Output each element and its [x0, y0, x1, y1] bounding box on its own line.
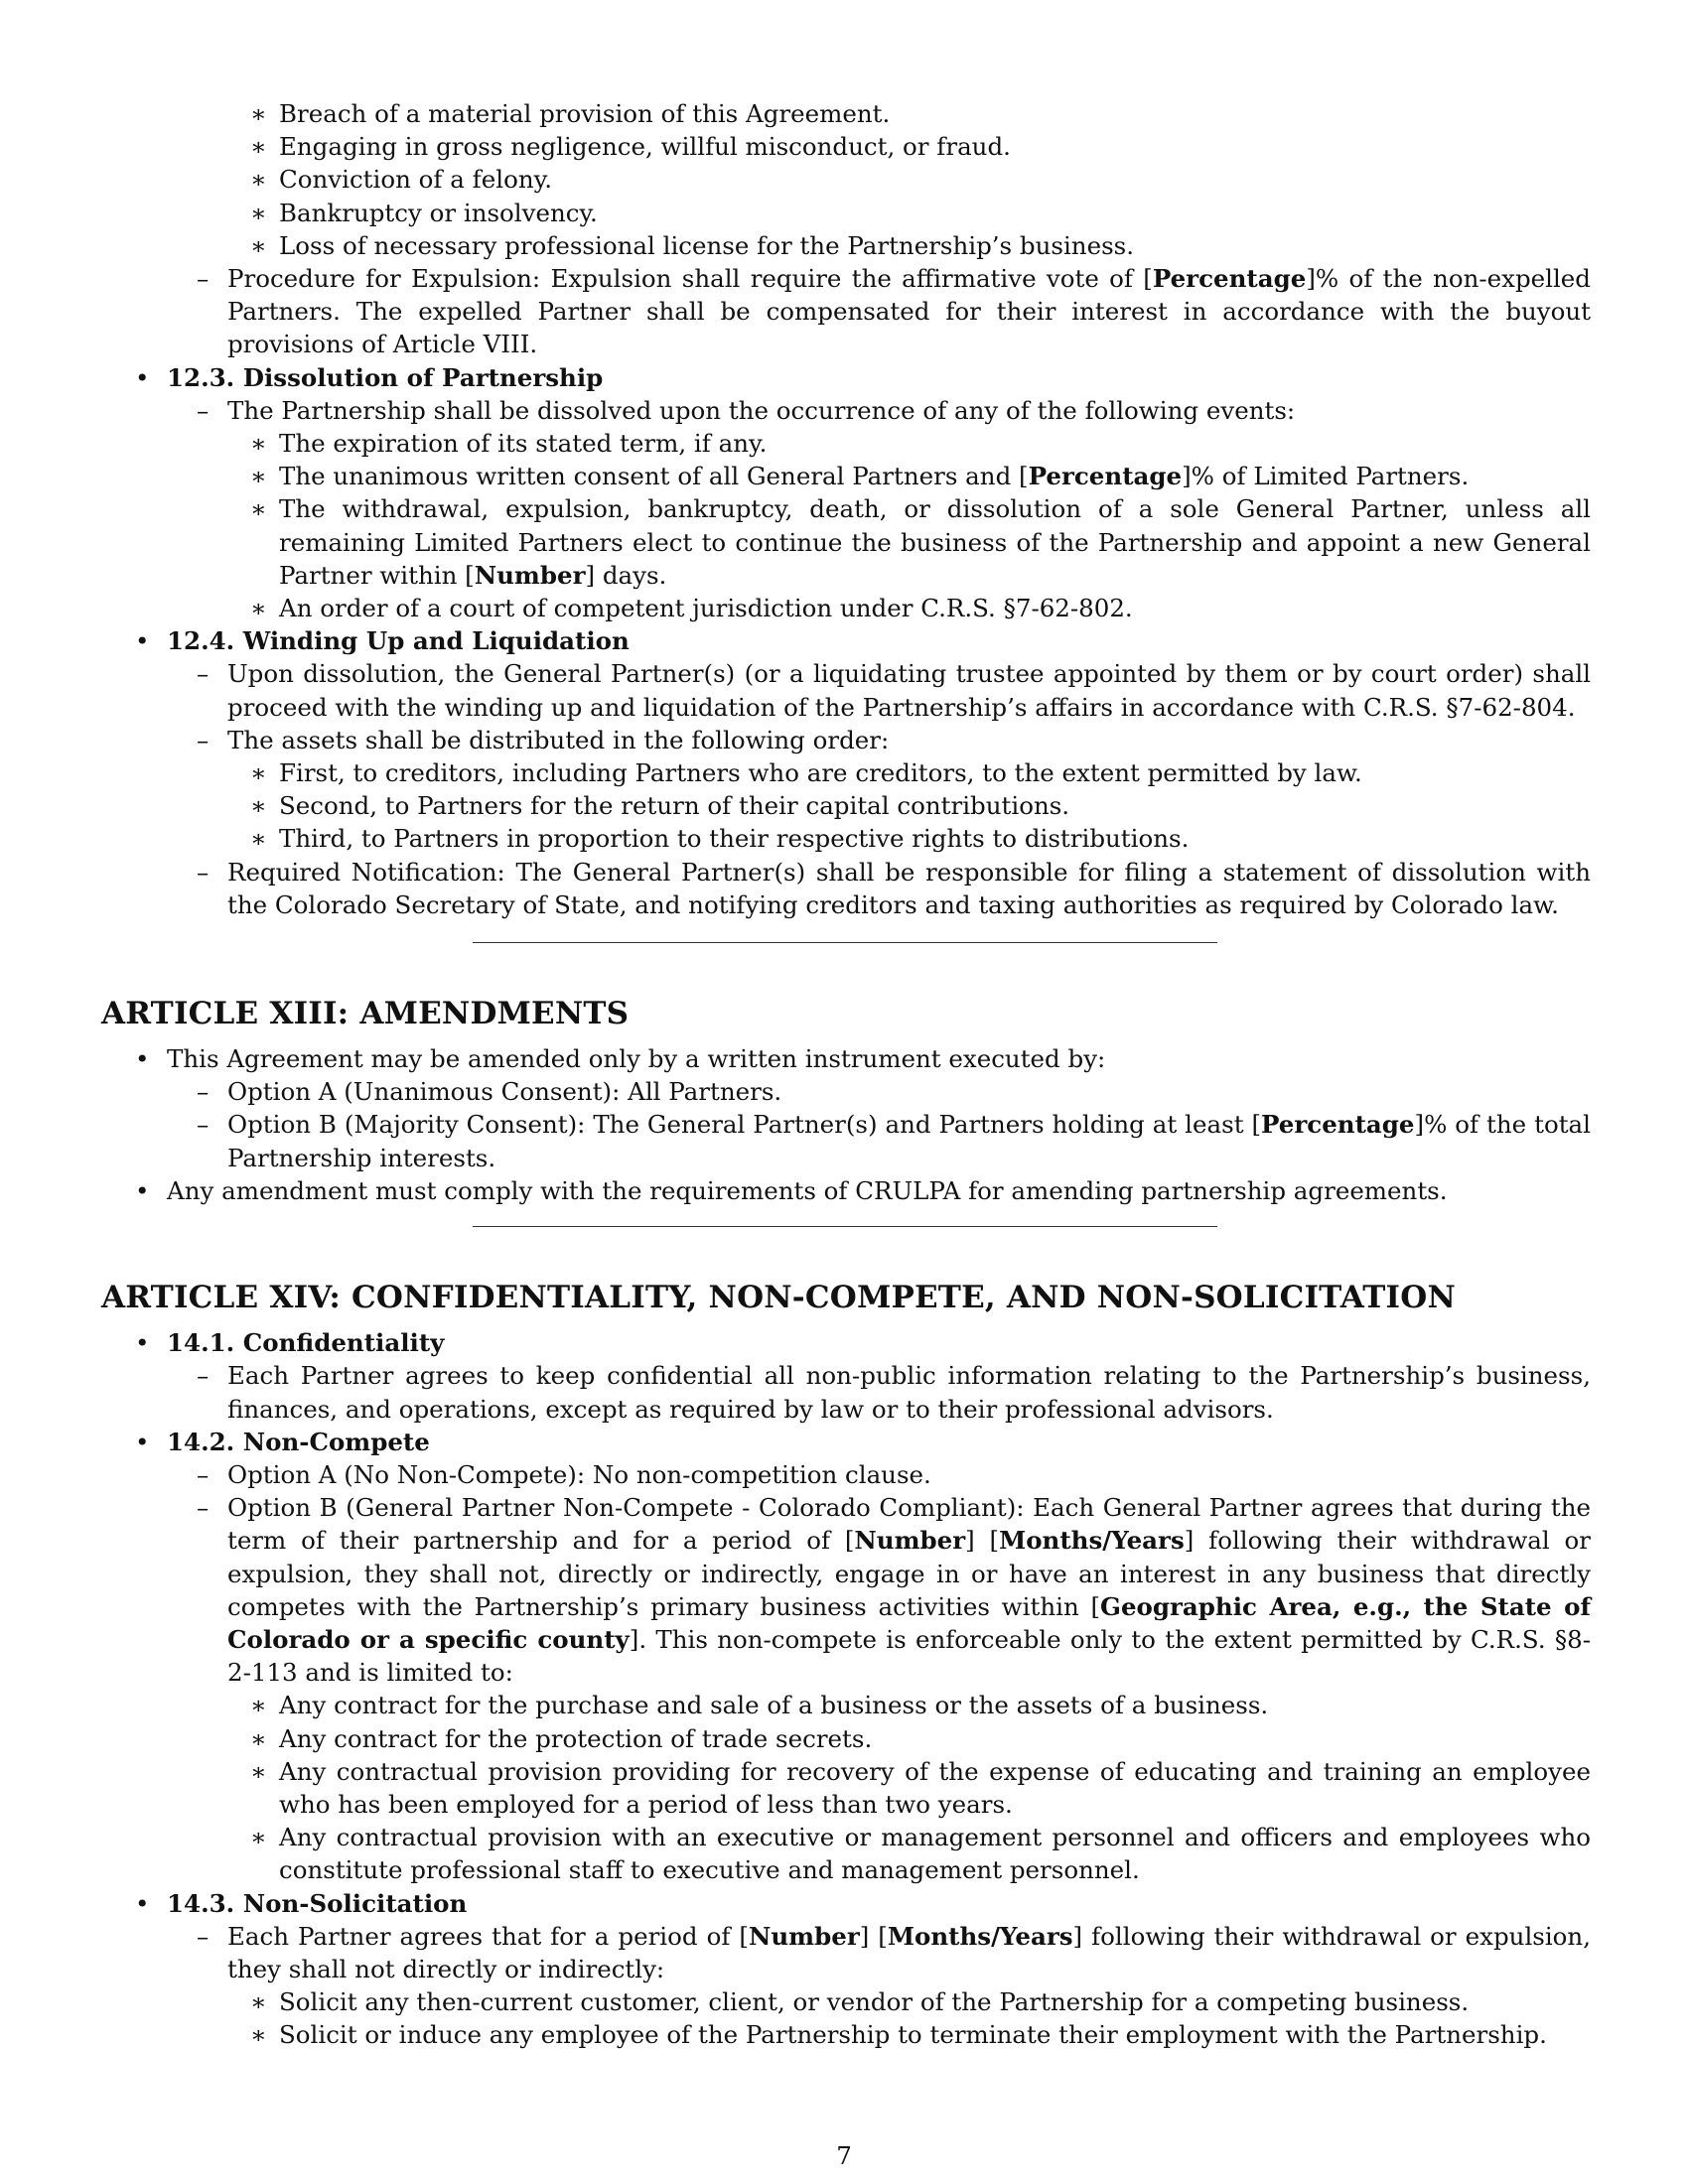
list-item: – Each Partner agrees to keep confidential all non-public information relating to the Partnership’s business, finances, and operations, except as required by law or to their professional advisors. — [197, 1361, 1591, 1424]
list-item: ∗ Third, to Partners in proportion to their respective rights to distributions. — [250, 824, 1190, 854]
list-item: ∗ Any contract for the protection of trade secrets. — [250, 1723, 873, 1753]
horizontal-rule — [473, 1226, 1217, 1227]
list-item: – Option B (Majority Consent): The General Partner(s) and Partners holding at least [Percentage]% of the total Partnership interests. — [197, 1110, 1591, 1172]
list-item: ∗ The withdrawal, expulsion, bankruptcy, death, or dissolution of a sole General Partner, unless all remaining Limited Partners elect to continue the business of the Partnership and appoint a new General Partner within [Number] days. — [250, 494, 1591, 590]
section-heading: • 12.3. Dissolution of Partnership — [135, 362, 604, 392]
list-item: • This Agreement may be amended only by a written instrument executed by: — [135, 1044, 1106, 1074]
section-heading: • 12.4. Winding Up and Liquidation — [135, 626, 630, 656]
list-item: – Option B (General Partner Non-Compete - Colorado Compliant): Each General Partner agrees that during the term of their partnership and for a period of [Number] [Months/Years] following their withdrawal or expulsion, they shall not, directly or indirectly, engage in or have an interest in any business that directly competes with the Partnership’s primary business activities within [Geographic Area, e.g., the State of Colorado or a specific county]. This non-compete is enforceable only to the extent permitted by C.R.S. §8-2-113 and is limited to: — [197, 1493, 1591, 1688]
list-item: – The Partnership shall be dissolved upon the occurrence of any of the following events: — [197, 395, 1296, 425]
expulsion-procedure: – Procedure for Expulsion: Expulsion shall require the affirmative vote of [Percentage]% of the non-expelled Partners. The expelled Partner shall be compensated for their interest in accordance with the buyout provisions of Article VIII. — [197, 264, 1591, 359]
article-14-list — [101, 1326, 1591, 2051]
horizontal-rule — [473, 942, 1217, 943]
list-item: – The assets shall be distributed in the following order: — [197, 725, 890, 754]
list-item: ∗ The unanimous written consent of all General Partners and [Percentage]% of Limited Partners. — [250, 462, 1470, 491]
list-item: ∗ Second, to Partners for the return of their capital contributions. — [250, 791, 1070, 821]
section-12-3 — [101, 361, 1591, 625]
section-heading: • 14.1. Confidentiality — [135, 1328, 445, 1358]
list-item: ∗ Solicit any then-current customer, client, or vendor of the Partnership for a competing business. — [250, 1987, 1470, 2017]
list-item: ∗ First, to creditors, including Partners who are creditors, to the extent permitted by law. — [250, 758, 1362, 788]
section-12-4 — [101, 624, 1591, 921]
list-item: ∗ Any contractual provision with an executive or management personnel and officers and employees who constitute professional staff to executive and management personnel. — [250, 1823, 1591, 1885]
document-page — [101, 97, 1591, 2052]
list-item: ∗ Engaging in gross negligence, willful misconduct, or fraud. — [250, 132, 1011, 162]
list-item: – Option A (No Non-Compete): No non-competition clause. — [197, 1459, 931, 1489]
page-number: 7 — [836, 2141, 852, 2170]
list-item: ∗ Conviction of a felony. — [250, 165, 552, 195]
list-item: ∗ Solicit or induce any employee of the Partnership to terminate their employment with the Partnership. — [250, 2020, 1547, 2050]
list-item: ∗ Any contract for the purchase and sale of a business or the assets of a business. — [250, 1691, 1269, 1720]
section-heading: • 14.2. Non-Compete — [135, 1427, 430, 1456]
list-item: – Upon dissolution, the General Partner(s) (or a liquidating trustee appointed by them or by court order) shall proceed with the winding up and liquidation of the Partnership’s affairs in accordance with C.R.S. §7-62-804. — [197, 659, 1591, 722]
list-item: ∗ The expiration of its stated term, if any. — [250, 429, 768, 459]
list-item: ∗ Loss of necessary professional license for the Partnership’s business. — [250, 230, 1135, 260]
list-item: – Each Partner agrees that for a period of [Number] [Months/Years] following their withdrawal or expulsion, they shall not directly or indirectly: — [197, 1921, 1591, 1983]
list-item: ∗ An order of a court of competent jurisdiction under C.R.S. §7-62-802. — [250, 594, 1133, 623]
article-13-list — [101, 1042, 1591, 1207]
list-item: – Required Notification: The General Partner(s) shall be responsible for filing a statement of dissolution with the Colorado Secretary of State, and notifying creditors and taxing authorities as required by Colorado law. — [197, 857, 1591, 919]
article-14-title: ARTICLE XIV: CONFIDENTIALITY, NON-COMPETE, AND NON-SOLICITATION — [101, 1280, 1456, 1316]
article-13-title: ARTICLE XIII: AMENDMENTS — [101, 996, 630, 1032]
list-item: ∗ Bankruptcy or insolvency. — [250, 198, 598, 227]
expulsion-grounds-list — [101, 97, 1591, 361]
list-item: ∗ Any contractual provision providing for recovery of the expense of educating and training an employee who has been employed for a period of less than two years. — [250, 1756, 1591, 1819]
list-item: ∗ Breach of a material provision of this Agreement. — [250, 99, 891, 128]
section-heading: • 14.3. Non-Solicitation — [135, 1888, 468, 1918]
list-item: – Option A (Unanimous Consent): All Partners. — [197, 1077, 782, 1107]
list-item: • Any amendment must comply with the requirements of CRULPA for amending partnership agreements. — [135, 1175, 1448, 1205]
